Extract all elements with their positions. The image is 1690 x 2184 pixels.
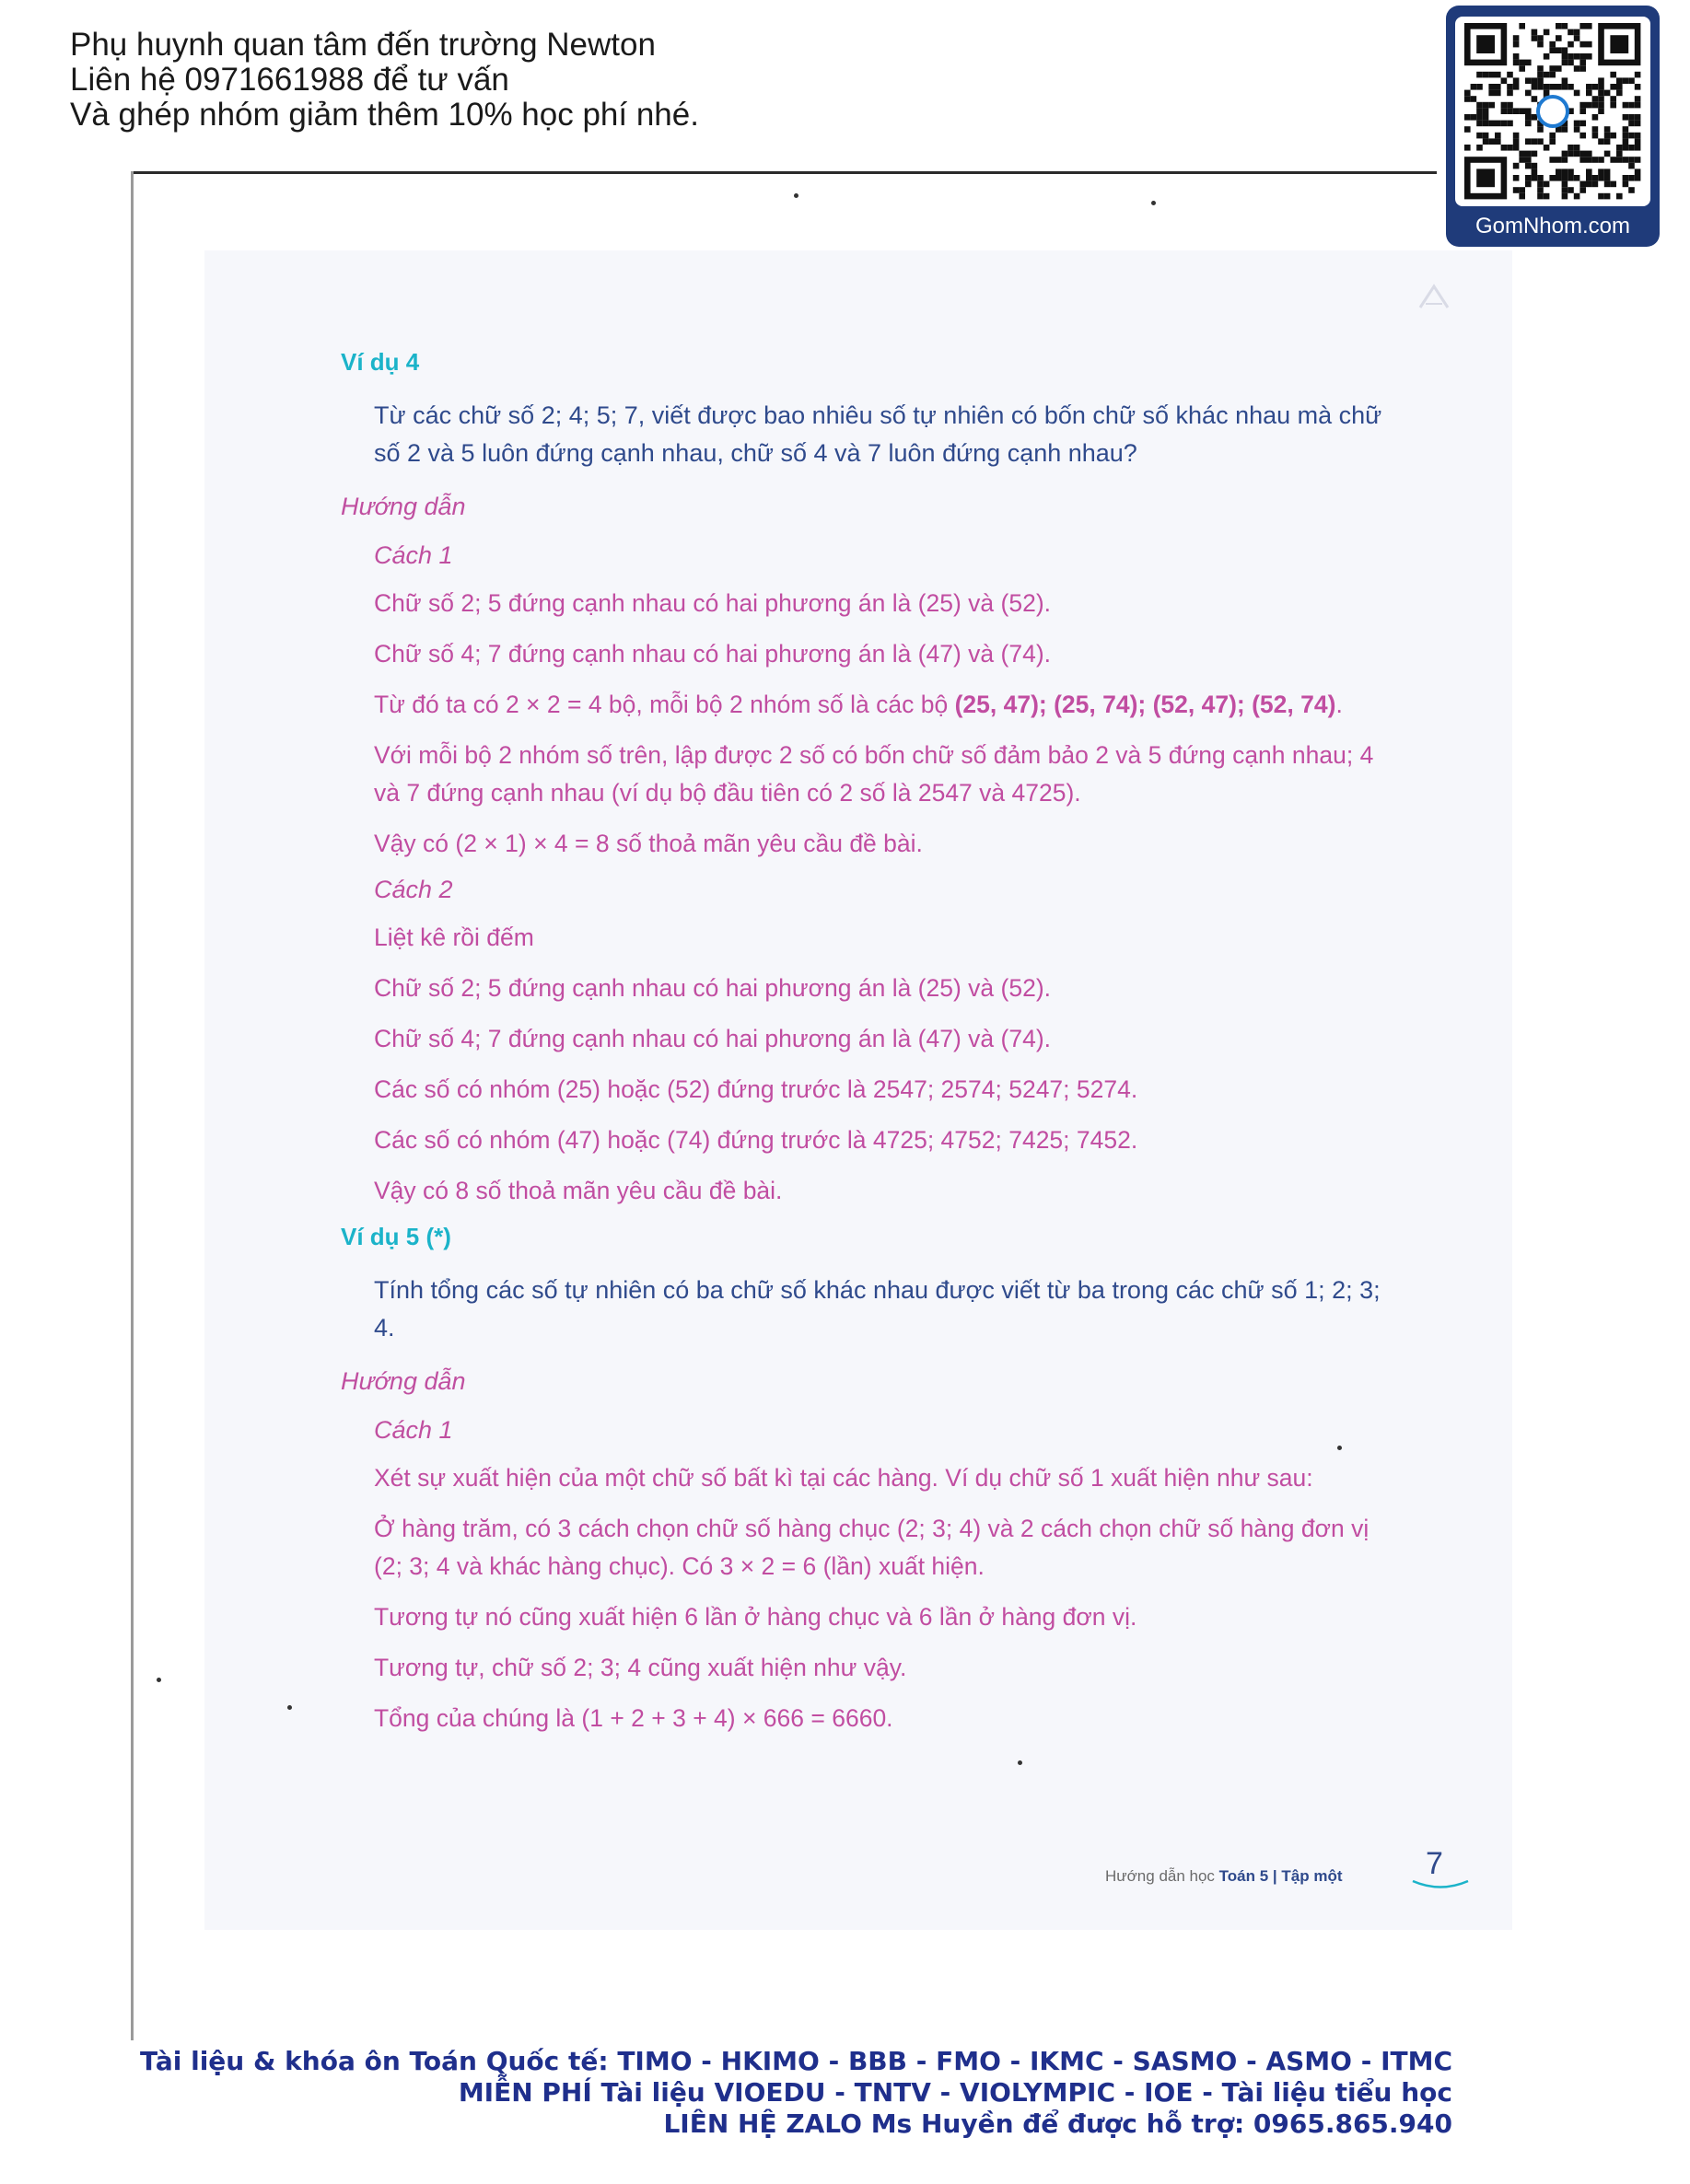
example4-method2-line2: Chữ số 2; 5 đứng cạnh nhau có hai phương án là (25) và (52). bbox=[374, 974, 1052, 1002]
page-content bbox=[341, 348, 1391, 1750]
example5-method1-line1: Xét sự xuất hiện của một chữ số bất kì tại các hàng. Ví dụ chữ số 1 xuất hiện như sau: bbox=[374, 1464, 1313, 1492]
scan-speck bbox=[1018, 1760, 1022, 1765]
example4-method2-line1: Liệt kê rồi đếm bbox=[374, 924, 534, 951]
footer-prefix: Hướng dẫn học bbox=[1105, 1867, 1219, 1885]
example5-title: Ví dụ 5 (*) bbox=[341, 1223, 451, 1250]
example5-method1-line4: Tương tự, chữ số 2; 3; 4 cũng xuất hiện như vậy. bbox=[374, 1654, 907, 1681]
bottom-advert-line1: Tài liệu & khóa ôn Toán Quốc tế: TIMO - HKIMO - BBB - FMO - IKMC - SASMO - ASMO - ITMC bbox=[140, 2046, 1452, 2076]
footer-book-title: Toán 5 | Tập một bbox=[1218, 1867, 1343, 1885]
example4-method1-line4: Với mỗi bộ 2 nhóm số trên, lập được 2 số có bốn chữ số đảm bảo 2 và 5 đứng cạnh nhau; 4 và 7 đứng cạnh nhau (ví dụ bộ đầu tiên có 2 số là 2547 và 4725). bbox=[374, 741, 1374, 807]
page-footer bbox=[1105, 1867, 1343, 1886]
scan-frame-left bbox=[131, 171, 134, 2040]
example4-method2-line5: Các số có nhóm (47) hoặc (74) đứng trước là 4725; 4752; 7425; 7452. bbox=[374, 1126, 1138, 1154]
page-number: 7 bbox=[1426, 1846, 1443, 1881]
header-note-line1: Phụ huynh quan tâm đến trường Newton bbox=[70, 27, 656, 63]
scan-speck bbox=[157, 1678, 161, 1682]
example4-method1-line3 bbox=[374, 686, 1391, 724]
example5-method1-label: Cách 1 bbox=[374, 1416, 453, 1444]
header-note bbox=[70, 28, 699, 133]
scan-speck bbox=[794, 193, 798, 198]
header-note-line3: Và ghép nhóm giảm thêm 10% học phí nhé. bbox=[70, 97, 699, 133]
example4-guide-label: Hướng dẫn bbox=[341, 493, 466, 520]
example4-method1-line5: Vậy có (2 × 1) × 4 = 8 số thoả mãn yêu cầu đề bài. bbox=[374, 830, 923, 857]
bottom-advert bbox=[140, 2046, 1452, 2140]
example4-method2-label: Cách 2 bbox=[374, 876, 453, 903]
example5-method1-line5: Tổng của chúng là (1 + 2 + 3 + 4) × 666 = 6660. bbox=[374, 1704, 893, 1732]
scan-frame-top bbox=[131, 171, 1437, 174]
example5-guide-label: Hướng dẫn bbox=[341, 1367, 466, 1395]
example4-method1-line3-pre: Từ đó ta có 2 × 2 = 4 bộ, mỗi bộ 2 nhóm số là các bộ bbox=[374, 691, 955, 718]
example4-method1-line3-post: . bbox=[1335, 691, 1343, 718]
scan-speck bbox=[287, 1705, 292, 1710]
example4-method2-line3: Chữ số 4; 7 đứng cạnh nhau có hai phương án là (47) và (74). bbox=[374, 1025, 1052, 1052]
example4-method1-line1: Chữ số 2; 5 đứng cạnh nhau có hai phương án là (25) và (52). bbox=[374, 589, 1052, 617]
qr-code-icon bbox=[1455, 17, 1650, 206]
example5-method1-line3: Tương tự nó cũng xuất hiện 6 lần ở hàng chục và 6 lần ở hàng đơn vị. bbox=[374, 1603, 1137, 1631]
triangle-icon bbox=[1418, 284, 1450, 309]
example4-title: Ví dụ 4 bbox=[341, 348, 420, 376]
example5-method1-line2: Ở hàng trăm, có 3 cách chọn chữ số hàng chục (2; 3; 4) và 2 cách chọn chữ số hàng đơn vị (2; 3; 4 và khác hàng chục). Có 3 × 2 = 6 (lần) xuất hiện. bbox=[374, 1515, 1369, 1580]
qr-code-badge[interactable] bbox=[1446, 6, 1660, 247]
example4-method2-line6: Vậy có 8 số thoả mãn yêu cầu đề bài. bbox=[374, 1177, 783, 1204]
qr-caption: GomNhom.com bbox=[1474, 214, 1631, 238]
page-number-arc-icon bbox=[1411, 1878, 1470, 1893]
example4-method1-label: Cách 1 bbox=[374, 541, 453, 569]
scan-speck bbox=[1337, 1446, 1342, 1450]
example4-method1-line3-bold: (25, 47); (25, 74); (52, 47); (52, 74) bbox=[954, 691, 1336, 718]
example4-problem: Từ các chữ số 2; 4; 5; 7, viết được bao nhiêu số tự nhiên có bốn chữ số khác nhau mà chữ số 2 và 5 luôn đứng cạnh nhau, chữ số 4 và 7 luôn đứng cạnh nhau? bbox=[374, 401, 1382, 467]
example4-method1-line2: Chữ số 4; 7 đứng cạnh nhau có hai phương án là (47) và (74). bbox=[374, 640, 1052, 668]
scan-speck bbox=[1151, 201, 1156, 205]
bottom-advert-line2: MIỄN PHÍ Tài liệu VIOEDU - TNTV - VIOLYMPIC - IOE - Tài liệu tiểu học bbox=[458, 2077, 1452, 2108]
example4-method2-line4: Các số có nhóm (25) hoặc (52) đứng trước là 2547; 2574; 5247; 5274. bbox=[374, 1075, 1138, 1103]
bottom-advert-line3: LIÊN HỆ ZALO Ms Huyền để được hỗ trợ: 0965.865.940 bbox=[663, 2108, 1452, 2139]
header-note-line2: Liên hệ 0971661988 để tư vấn bbox=[70, 62, 509, 98]
example5-problem: Tính tổng các số tự nhiên có ba chữ số khác nhau được viết từ ba trong các chữ số 1; 2; 3; 4. bbox=[374, 1276, 1381, 1342]
